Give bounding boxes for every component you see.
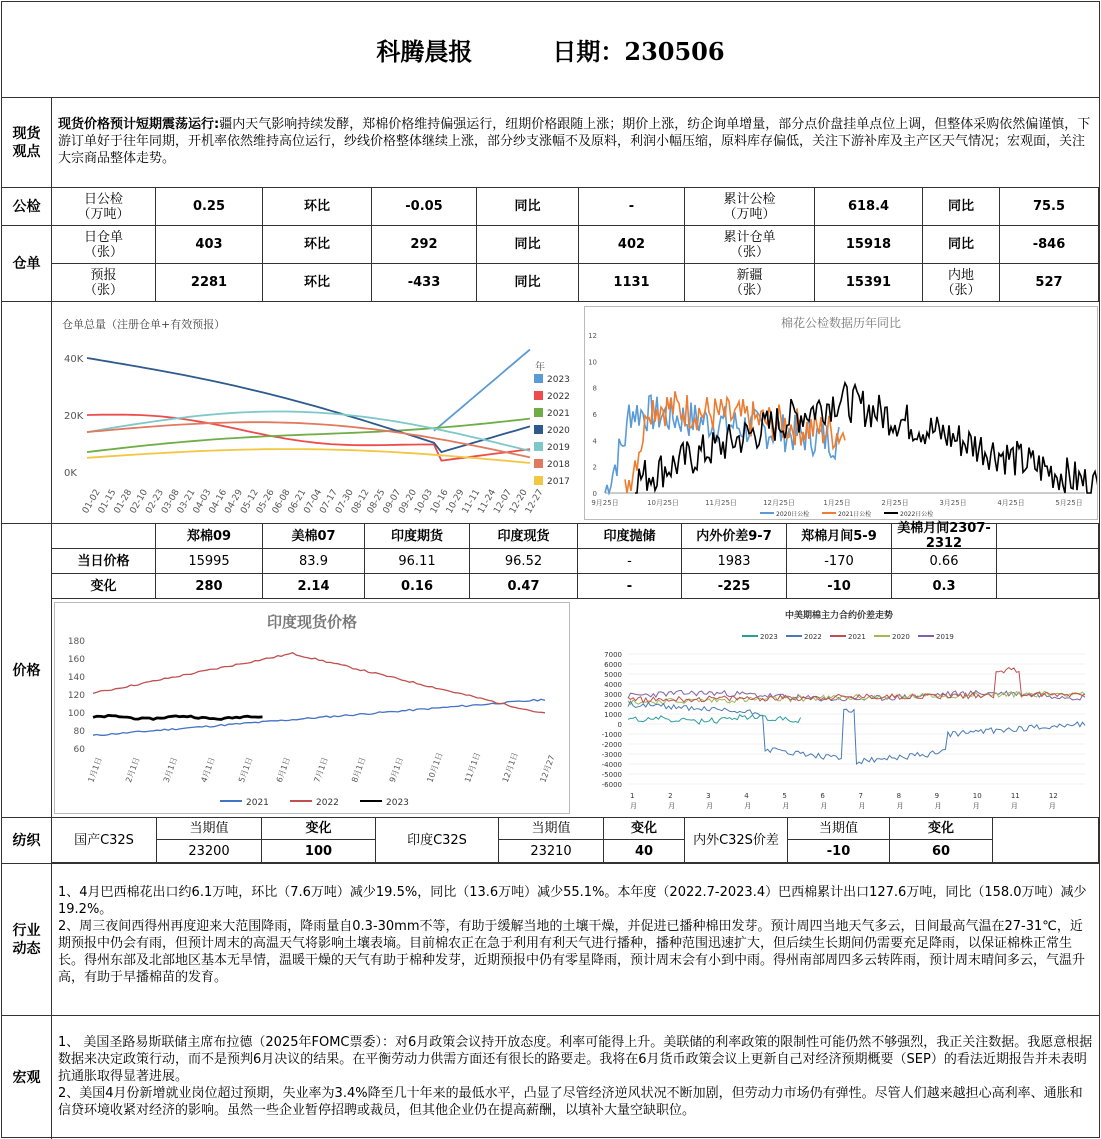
chart4-xtick: 10 [972, 792, 982, 800]
yarn-grid [52, 818, 1099, 863]
spot-view-label: 现货 观点 [2, 98, 52, 187]
yarn-spread-label: 内外C32S价差 [685, 818, 788, 863]
macro-label: 宏观 [2, 1016, 52, 1139]
chart4-xtick: 月 [668, 802, 676, 810]
stat-cell: 同比 [477, 188, 579, 226]
chart4-legend-label: 2021 [848, 633, 866, 641]
chart1-xtick: 12-07 [492, 487, 515, 516]
price-change: 0.3 [892, 574, 997, 599]
chart4-ytick: 2000 [604, 701, 622, 709]
chart1-xtick: 12-20 [508, 487, 530, 516]
chart4-title: 中美期棉主力合约价差走势 [784, 611, 894, 621]
chart3-xtick: 9月1日 [387, 755, 406, 784]
spot-view-row [2, 98, 1099, 188]
chart4-xtick: 2 [668, 792, 673, 800]
chart1-title: 仓单总量（注册仓单+有效预报） [62, 318, 226, 331]
inspection-yoy-chart [584, 306, 1098, 520]
stat-cell: 累计仓单 （张） [685, 226, 815, 264]
warehouse-total-chart [52, 302, 582, 523]
chart1-legend-swatch [534, 425, 543, 434]
yarn-value: 23210 [499, 840, 604, 863]
stat-cell: 日公检 （万吨） [52, 188, 156, 226]
chart4-series-2022 [628, 701, 1085, 764]
chart4-ytick: 3000 [604, 691, 622, 699]
price-change: 2.14 [263, 574, 365, 599]
stat-cell: -433 [372, 264, 477, 302]
stat-cell: 1131 [579, 264, 685, 302]
india-spot-chart [54, 602, 570, 814]
spot-view-text [52, 98, 1099, 187]
chart2-xtick: 5月25日 [1055, 499, 1083, 507]
chart1-ytick: 20K [64, 411, 84, 422]
price-block [2, 521, 1099, 818]
chart1-ytick: 40K [64, 354, 84, 365]
chart2-xtick: 4月25日 [997, 499, 1025, 507]
yarn-cn-label: 国产C32S [52, 818, 157, 863]
chart1-xtick: 08-25 [365, 487, 388, 516]
price-value: -170 [787, 549, 892, 574]
yarn-value: 40 [604, 840, 685, 863]
chart3-xtick: 7月1日 [312, 755, 330, 784]
stat-cell: - [579, 188, 685, 226]
yarn-header: 变化 [604, 818, 685, 840]
chart1-legend-swatch [534, 408, 543, 417]
industry-p1: 1、4月巴西棉花出口约6.1万吨，环比（7.6万吨）减少19.5%，同比（13.6万吨）减少55.1%。本年度（2022.7-2023.4）巴西棉累计出口127.6万吨，同比（158.0万吨）减少19.2%。 [58, 885, 1087, 917]
chart2-xtick: 1月25日 [823, 499, 851, 507]
stat-cell: 同比 [923, 188, 1000, 226]
price-header: 美棉07 [263, 524, 365, 549]
chart4-xtick: 1 [630, 792, 635, 800]
chart4-legend-label: 2019 [936, 633, 954, 641]
chart4-xtick: 月 [744, 802, 752, 810]
price-header: 郑棉月间5-9 [787, 524, 892, 549]
chart3-legend-label: 2021 [246, 798, 269, 808]
chart1-xtick: 02-10 [128, 487, 151, 516]
chart1-xtick: 03-21 [175, 487, 198, 516]
chart1-series-2023 [434, 350, 530, 431]
chart4-xtick: 月 [858, 802, 866, 810]
chart1-legend-label: 2022 [547, 392, 570, 402]
stat-cell: 15391 [815, 264, 923, 302]
chart1-xtick: 12-27 [523, 487, 546, 516]
chart-row-1-label [2, 302, 52, 523]
chart2-legend-label: 2022日公检 [900, 511, 934, 518]
industry-row [2, 864, 1099, 1016]
yarn-value: 23200 [157, 840, 262, 863]
chart1-legend-label: 2020 [547, 426, 570, 436]
industry-p2: 2、周三夜间西得州再度迎来大范围降雨，降雨量自0.3-30mm不等，有助于缓解当地的土壤干燥，并促进已播种棉田发芽。预计周四当地天气多云，日间最高气温在27-31℃，近期预报中仍会有雨，但预计周末的高温天气将影响土壤表墒。目前棉农正在急于利用有利天气进行播种，播种范围迅速扩大，但后续生长期间仍需要充足降雨，以保证棉株正常生长。得州东部及北部地区基本无旱情，温暖干燥的天气有助于棉种发芽，近期预报中仍有零星降雨，预计周末会有小到中雨。得州南部周四多云转阵雨，预计周末晴间多云，气温升高，有助于早播棉苗的发育。 [58, 919, 1086, 985]
stat-cell: 日仓单 （张） [52, 226, 156, 264]
chart1-xtick: 05-12 [239, 487, 261, 516]
chart4-ytick: 7000 [604, 651, 622, 659]
price-change: 0.16 [365, 574, 470, 599]
chart3-xtick: 10月1日 [425, 751, 445, 784]
macro-row [2, 1016, 1099, 1139]
price-header-tail [997, 524, 1099, 549]
stat-cell: 同比 [477, 226, 579, 264]
chart3-series-2022 [93, 653, 545, 713]
chart4-xtick: 月 [706, 802, 714, 810]
chart4-legend-label: 2022 [804, 633, 822, 641]
chart2-title: 棉花公检数据历年同比 [780, 316, 902, 330]
chart1-legend-swatch [534, 442, 543, 451]
price-change: 280 [156, 574, 263, 599]
chart2-ytick: 0 [592, 490, 597, 498]
price-header: 美棉月间2307-2312 [892, 524, 997, 549]
chart1-xtick: 06-21 [286, 487, 309, 516]
chart4-ytick: 6000 [604, 661, 622, 669]
chart4-xtick: 月 [630, 802, 637, 810]
price-value: 96.52 [470, 549, 578, 574]
chart2-xtick: 9月25日 [591, 499, 619, 507]
chart4-series-2023 [628, 715, 801, 724]
price-change: -10 [787, 574, 892, 599]
macro-p2: 2、美国4月份新增就业岗位超过预期，失业率为3.4%降至几十年来的最低水平，凸显了尽管经济逆风状况不断加剧，但劳动力市场仍有弹性。尽管人们越来越担心高利率、通胀和信贷环境收紧对经济的影响。虽然一些企业暂停招聘或裁员，但其他企业仍在提高薪酬，以填补大量空缺职位。 [58, 1086, 1083, 1118]
stat-cell: 2281 [156, 264, 263, 302]
chart1-xtick: 03-08 [160, 487, 182, 516]
chart3-ytick: 140 [67, 673, 85, 683]
stat-cell: 预报 （张） [52, 264, 156, 302]
chart1-ytick: 0K [64, 468, 77, 479]
chart1-xtick: 09-20 [397, 487, 420, 516]
chart1-xtick: 07-04 [302, 487, 325, 516]
chart3-xtick: 5月1日 [237, 755, 255, 784]
stat-cell: 403 [156, 226, 263, 264]
chart3-xtick: 8月1日 [350, 755, 368, 784]
chart4-ytick: -6000 [601, 781, 622, 789]
yarn-header: 当期值 [499, 818, 604, 840]
chart1-xtick: 01-28 [112, 487, 135, 516]
chart1-legend-label: 2017 [547, 477, 570, 487]
chart3-xtick: 3月1日 [161, 755, 180, 784]
industry-text [52, 864, 1099, 1015]
stat-cell: 内地 （张） [923, 264, 1000, 302]
stat-cell: -846 [1000, 226, 1099, 264]
chart4-xtick: 月 [1010, 802, 1018, 810]
chart3-legend-label: 2023 [386, 798, 409, 808]
chart3-title: 印度现货价格 [266, 613, 358, 631]
yarn-header: 变化 [262, 818, 376, 840]
price-header: 印度抛储 [578, 524, 682, 549]
chart1-xtick: 04-03 [191, 487, 214, 516]
chart4-ytick: -5000 [601, 771, 622, 779]
stat-cell: 环比 [263, 226, 372, 264]
yarn-value: 100 [262, 840, 376, 863]
chart4-ytick: 1000 [604, 711, 622, 719]
india-spot-svg [55, 603, 569, 813]
chart4-xtick: 月 [820, 802, 828, 810]
inspection-yoy-svg [585, 307, 1097, 519]
chart1-xtick: 11-24 [476, 487, 499, 516]
stat-cell: 402 [579, 226, 685, 264]
yarn-value: -10 [788, 840, 890, 863]
chart1-xtick: 10-03 [413, 487, 435, 516]
yarn-header: 变化 [890, 818, 993, 840]
price-row-label: 变化 [52, 574, 156, 599]
price-value: 15995 [156, 549, 263, 574]
price-value: 96.11 [365, 549, 470, 574]
stat-cell: 新疆 （张） [685, 264, 815, 302]
chart4-ytick: 0 [617, 721, 622, 729]
chart4-ytick: -2000 [601, 741, 622, 749]
chart1-xtick: 07-30 [334, 487, 356, 516]
price-header: 印度期货 [365, 524, 470, 549]
chart-row-1 [2, 302, 1099, 524]
chart1-series-2018 [87, 422, 530, 457]
chart4-xtick: 4 [744, 792, 749, 800]
price-change: - [578, 574, 682, 599]
price-header: 印度现货 [470, 524, 578, 549]
chart1-xtick: 01-02 [80, 487, 103, 516]
chart1-legend-label: 2018 [547, 460, 570, 470]
price-header-blank [52, 524, 156, 549]
stat-cell: 0.25 [156, 188, 263, 226]
yarn-header: 当期值 [788, 818, 890, 840]
price-value: 0.66 [892, 549, 997, 574]
price-header: 内外价差9-7 [682, 524, 787, 549]
chart3-xtick: 4月1日 [199, 755, 217, 784]
yarn-row [2, 818, 1099, 864]
chart4-xtick: 6 [820, 792, 825, 800]
stat-cell: 292 [372, 226, 477, 264]
chart3-xtick: 2月1日 [124, 755, 142, 784]
price-label: 价格 [2, 524, 52, 817]
chart2-xtick: 10月25日 [647, 499, 679, 507]
stat-cell: 75.5 [1000, 188, 1099, 226]
chart3-ytick: 80 [73, 727, 85, 737]
macro-p1: 1、 美国圣路易斯联储主席布拉德（2025年FOMC票委）：对6月政策会议持开放态度。利率可能得上升。美联储的利率政策的限制性可能仍然不够强烈，我正关注数据。我愿意根据数据来决定政策行动，而不是预判6月决议的结果。在平衡劳动力供需方面还有很长的路要走。我将在6月货币政策会议上更新自己对经济预期概要（SEP）的看法近期报告并未表明抗通胀取得显著进展。 [58, 1035, 1093, 1084]
chart1-xtick: 11-11 [460, 487, 483, 516]
chart4-xtick: 月 [1048, 802, 1056, 810]
chart3-xtick: 1月1日 [86, 755, 104, 784]
industry-label: 行业 动态 [2, 864, 52, 1015]
chart4-xtick: 7 [858, 792, 863, 800]
chart1-legend-swatch [534, 459, 543, 468]
chart1-legend-label: 2023 [547, 375, 570, 385]
price-header: 郑棉09 [156, 524, 263, 549]
chart1-xtick: 04-16 [207, 487, 230, 516]
price-change: 0.47 [470, 574, 578, 599]
chart4-series-2021 [628, 668, 1085, 703]
warehouse-label: 仓单 [2, 226, 52, 301]
chart4-xtick: 5 [782, 792, 787, 800]
chart4-xtick: 月 [896, 802, 904, 810]
stat-cell: 同比 [923, 226, 1000, 264]
chart1-xtick: 07-17 [318, 487, 340, 516]
chart1-xtick: 10-29 [444, 487, 467, 516]
chart4-legend-label: 2023 [760, 633, 778, 641]
chart2-ytick: 12 [588, 332, 597, 340]
chart2-xtick: 3月25日 [939, 499, 967, 507]
report-page [1, 1, 1100, 1138]
chart3-ytick: 120 [67, 691, 85, 701]
report-title: 科腾晨报 [376, 37, 473, 66]
chart1-xtick: 09-07 [381, 487, 404, 516]
inspection-label: 公检 [2, 188, 52, 226]
price-tail [997, 574, 1099, 599]
stat-cell: 累计公检 （万吨） [685, 188, 815, 226]
price-value: - [578, 549, 682, 574]
chart1-legend-swatch [534, 391, 543, 400]
chart4-xtick: 9 [934, 792, 940, 800]
report-header [2, 2, 1099, 98]
chart2-ytick: 6 [592, 411, 597, 419]
chart4-legend-label: 2020 [892, 633, 910, 641]
chart3-ytick: 100 [67, 709, 85, 719]
yarn-in-label: 印度C32S [376, 818, 499, 863]
cn-us-spread-svg [580, 602, 1098, 814]
chart1-xtick: 10-16 [429, 487, 451, 516]
inspection-warehouse-block [2, 188, 1099, 302]
cn-us-spread-chart [580, 602, 1098, 814]
yarn-value: 60 [890, 840, 993, 863]
chart3-ytick: 60 [73, 745, 85, 755]
spot-body: 疆内天气影响持续发酵，郑棉价格维持偏强运行，纽期价格跟随上涨；期价上涨，纺企询单增量，部分点价盘挂单点位上调，但整体采购依然偏谨慎，下游订单好于往年同期，开机率依然维持高位运行，纱线价格整体继续上涨，部分纱支涨幅不及原料，利润小幅压缩，原料库存偏低，关注下游补库及主产区天气情况；宏观面，关注大宗商品整体走势。 [58, 117, 1091, 166]
chart1-xtick: 04-29 [223, 487, 246, 516]
chart3-legend-label: 2022 [316, 798, 339, 808]
chart4-xtick: 月 [782, 802, 790, 810]
yarn-header: 当期值 [157, 818, 262, 840]
chart3-ytick: 160 [67, 655, 85, 665]
chart2-series-2022 [635, 383, 1097, 493]
chart4-xtick: 11 [1010, 792, 1020, 800]
chart3-series-2023 [93, 715, 263, 719]
chart3-xtick: 12月27 [538, 753, 557, 784]
report-date: 日期：230506 [552, 37, 725, 66]
stat-cell: 618.4 [815, 188, 923, 226]
chart1-legend-label: 2021 [547, 409, 570, 419]
chart1-series-2017 [87, 449, 530, 463]
stat-cell: 527 [1000, 264, 1099, 302]
chart1-legend-title: 年 [535, 362, 545, 373]
yarn-empty [993, 818, 1099, 863]
price-row-label: 当日价格 [52, 549, 156, 574]
warehouse-total-svg [52, 302, 582, 523]
chart2-ytick: 2 [592, 463, 597, 472]
stat-cell: 环比 [263, 264, 372, 302]
chart3-xtick: 11月1日 [463, 751, 483, 784]
chart1-xtick: 08-12 [349, 487, 372, 516]
stat-cell: 环比 [263, 188, 372, 226]
stat-cell: -0.05 [372, 188, 477, 226]
chart2-legend-label: 2020日公检 [776, 511, 810, 518]
chart1-legend-swatch [534, 374, 543, 383]
stat-cell: 15918 [815, 226, 923, 264]
inspection-grid [52, 188, 1099, 301]
chart2-ytick: 4 [592, 437, 597, 446]
chart4-xtick: 3 [706, 792, 711, 800]
chart1-legend-label: 2019 [547, 443, 570, 453]
macro-text [52, 1016, 1099, 1139]
price-tail [997, 549, 1099, 574]
price-change: -225 [682, 574, 787, 599]
chart3-xtick: 12月1日 [500, 751, 520, 784]
chart4-xtick: 12 [1048, 792, 1058, 800]
chart1-xtick: 01-15 [96, 487, 119, 516]
chart4-ytick: -4000 [601, 761, 622, 769]
chart3-xtick: 6月1日 [274, 755, 293, 784]
chart2-ytick: 10 [588, 358, 597, 367]
chart4-xtick: 8 [896, 792, 902, 800]
yarn-label: 纺织 [2, 818, 52, 863]
price-value: 1983 [682, 549, 787, 574]
chart2-legend-label: 2021日公检 [838, 511, 872, 518]
chart2-xtick: 12月25日 [763, 499, 795, 507]
chart1-xtick: 05-26 [254, 487, 277, 516]
chart2-xtick: 2月25日 [881, 499, 909, 507]
chart4-ytick: -1000 [601, 731, 622, 739]
price-value: 83.9 [263, 549, 365, 574]
chart2-xtick: 11月25日 [705, 499, 737, 507]
chart1-xtick: 06-08 [270, 487, 293, 516]
chart1-xtick: 02-23 [144, 487, 166, 516]
chart2-ytick: 8 [592, 384, 597, 393]
stat-cell: 同比 [477, 264, 579, 302]
chart1-legend-swatch [534, 476, 543, 485]
chart4-xtick: 月 [934, 802, 942, 810]
chart4-ytick: 4000 [604, 681, 622, 689]
chart4-xtick: 月 [972, 802, 980, 810]
spot-headline: 现货价格预计短期震荡运行: [58, 117, 220, 132]
chart3-ytick: 180 [67, 637, 85, 647]
chart4-ytick: 5000 [604, 671, 622, 679]
chart4-ytick: -3000 [601, 751, 622, 759]
